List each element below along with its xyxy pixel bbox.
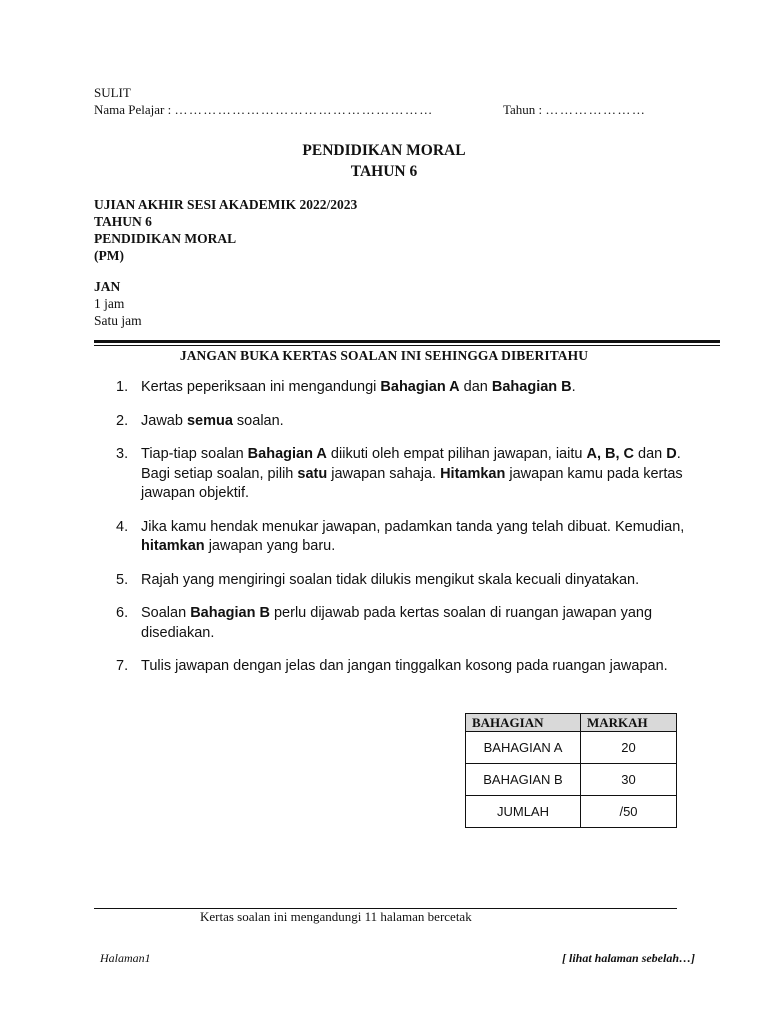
instruction-item bbox=[116, 412, 686, 432]
instruction-emphasis: Bahagian B bbox=[190, 605, 270, 621]
instruction-emphasis: satu bbox=[297, 465, 328, 482]
divider-thin bbox=[94, 345, 720, 346]
instruction-text bbox=[141, 412, 686, 432]
instruction-item bbox=[116, 378, 686, 398]
exam-duration: 1 jam bbox=[94, 296, 125, 311]
instruction-number: 4. bbox=[116, 518, 129, 535]
table-row bbox=[466, 796, 677, 828]
exam-month: JAN bbox=[94, 279, 121, 294]
table-cell-marks: /50 bbox=[581, 796, 677, 828]
title-subject: PENDIDIKAN MORAL bbox=[302, 142, 466, 159]
instruction-run: Tulis jawapan dengan jelas dan jangan tinggalkan kosong pada ruangan jawapan. bbox=[141, 658, 668, 674]
exam-subject: PENDIDIKAN MORAL bbox=[94, 231, 237, 246]
instruction-run: dan bbox=[634, 446, 667, 462]
table-row bbox=[466, 732, 677, 764]
table-header-section: BAHAGIAN bbox=[466, 714, 581, 732]
instruction-item bbox=[116, 657, 686, 677]
instruction-run: jawapan yang baru. bbox=[204, 538, 336, 554]
exam-year: TAHUN 6 bbox=[94, 214, 152, 229]
instruction-run: soalan. bbox=[232, 412, 284, 429]
instruction-emphasis: Hitamkan bbox=[440, 465, 506, 482]
year-label: Tahun : bbox=[503, 102, 543, 117]
exam-code: (PM) bbox=[94, 248, 124, 263]
instruction-run: . bbox=[571, 379, 576, 395]
instruction-item bbox=[116, 571, 686, 591]
instruction-text bbox=[141, 445, 686, 504]
instruction-emphasis: Bahagian A bbox=[380, 379, 460, 395]
instruction-text bbox=[141, 571, 686, 591]
instruction-number: 3. bbox=[116, 446, 129, 462]
student-name-field bbox=[94, 102, 434, 118]
exam-session: UJIAN AKHIR SESI AKADEMIK 2022/2023 bbox=[94, 197, 358, 212]
instruction-run: Jika kamu hendak menukar jawapan, padamkan tanda yang telah dibuat. Kemudian, bbox=[141, 518, 685, 535]
title-year: TAHUN 6 bbox=[350, 163, 418, 180]
instructions-list bbox=[116, 378, 686, 691]
next-page-note: [ lihat halaman sebelah…] bbox=[562, 951, 696, 965]
instruction-item bbox=[116, 518, 686, 557]
instruction-text bbox=[141, 604, 686, 643]
instruction-text bbox=[141, 518, 686, 557]
table-cell-marks: 20 bbox=[581, 732, 677, 764]
student-name-label: Nama Pelajar : bbox=[94, 102, 172, 117]
instruction-run: Rajah yang mengiringi soalan tidak dilukis mengikut skala kecuali dinyatakan. bbox=[141, 571, 640, 588]
instruction-emphasis: semua bbox=[186, 412, 233, 429]
table-cell-section: BAHAGIAN B bbox=[466, 764, 581, 796]
table-row bbox=[466, 764, 677, 796]
instruction-emphasis: A, B, C bbox=[586, 446, 634, 462]
instruction-emphasis: Bahagian B bbox=[491, 379, 572, 395]
page-number: Halaman1 bbox=[100, 951, 151, 965]
instruction-text bbox=[141, 378, 686, 398]
page-count-note: Kertas soalan ini mengandungi 11 halaman bercetak bbox=[200, 909, 472, 924]
table-header-row bbox=[466, 714, 677, 732]
page-title bbox=[0, 140, 768, 182]
instruction-emphasis: D bbox=[666, 446, 677, 462]
instruction-run: jawapan kamu pada kertas jawapan objektif. bbox=[141, 465, 683, 501]
table-cell-marks: 30 bbox=[581, 764, 677, 796]
instruction-run: Jawab bbox=[141, 412, 187, 429]
table-cell-section: BAHAGIAN A bbox=[466, 732, 581, 764]
warning-notice: JANGAN BUKA KERTAS SOALAN INI SEHINGGA DIBERITAHU bbox=[179, 348, 589, 363]
instruction-run: jawapan sahaja. bbox=[327, 465, 441, 482]
table-header-marks: MARKAH bbox=[581, 714, 677, 732]
instruction-run: . Bagi setiap soalan, pilih bbox=[141, 446, 681, 482]
confidential-label: SULIT bbox=[94, 85, 131, 100]
instruction-item bbox=[116, 604, 686, 643]
year-dots: ………………… bbox=[545, 102, 647, 117]
exam-info bbox=[94, 196, 357, 329]
instruction-run: Kertas peperiksaan ini mengandungi bbox=[141, 379, 381, 395]
instruction-emphasis: hitamkan bbox=[141, 538, 205, 554]
instruction-run: Tiap-tiap soalan bbox=[141, 446, 248, 462]
instruction-emphasis: Bahagian A bbox=[247, 446, 327, 462]
marks-table bbox=[465, 713, 677, 828]
instruction-text bbox=[141, 657, 686, 677]
instruction-number: 2. bbox=[116, 412, 129, 429]
instruction-number: 6. bbox=[116, 605, 129, 621]
exam-duration-words: Satu jam bbox=[94, 313, 142, 328]
instruction-run: dan bbox=[459, 379, 492, 395]
instruction-run: diikuti oleh empat pilihan jawapan, iaitu bbox=[326, 446, 587, 462]
instruction-number: 5. bbox=[116, 571, 129, 588]
student-name-dots: ……………………………………………… bbox=[174, 102, 434, 117]
instruction-item bbox=[116, 445, 686, 504]
divider-thick bbox=[94, 340, 720, 343]
year-field bbox=[503, 102, 646, 118]
instruction-number: 1. bbox=[116, 379, 129, 395]
instruction-run: Soalan bbox=[141, 605, 191, 621]
instruction-run: perlu dijawab pada kertas soalan di ruangan jawapan yang disediakan. bbox=[141, 605, 653, 641]
instruction-number: 7. bbox=[116, 658, 129, 674]
table-cell-section: JUMLAH bbox=[466, 796, 581, 828]
